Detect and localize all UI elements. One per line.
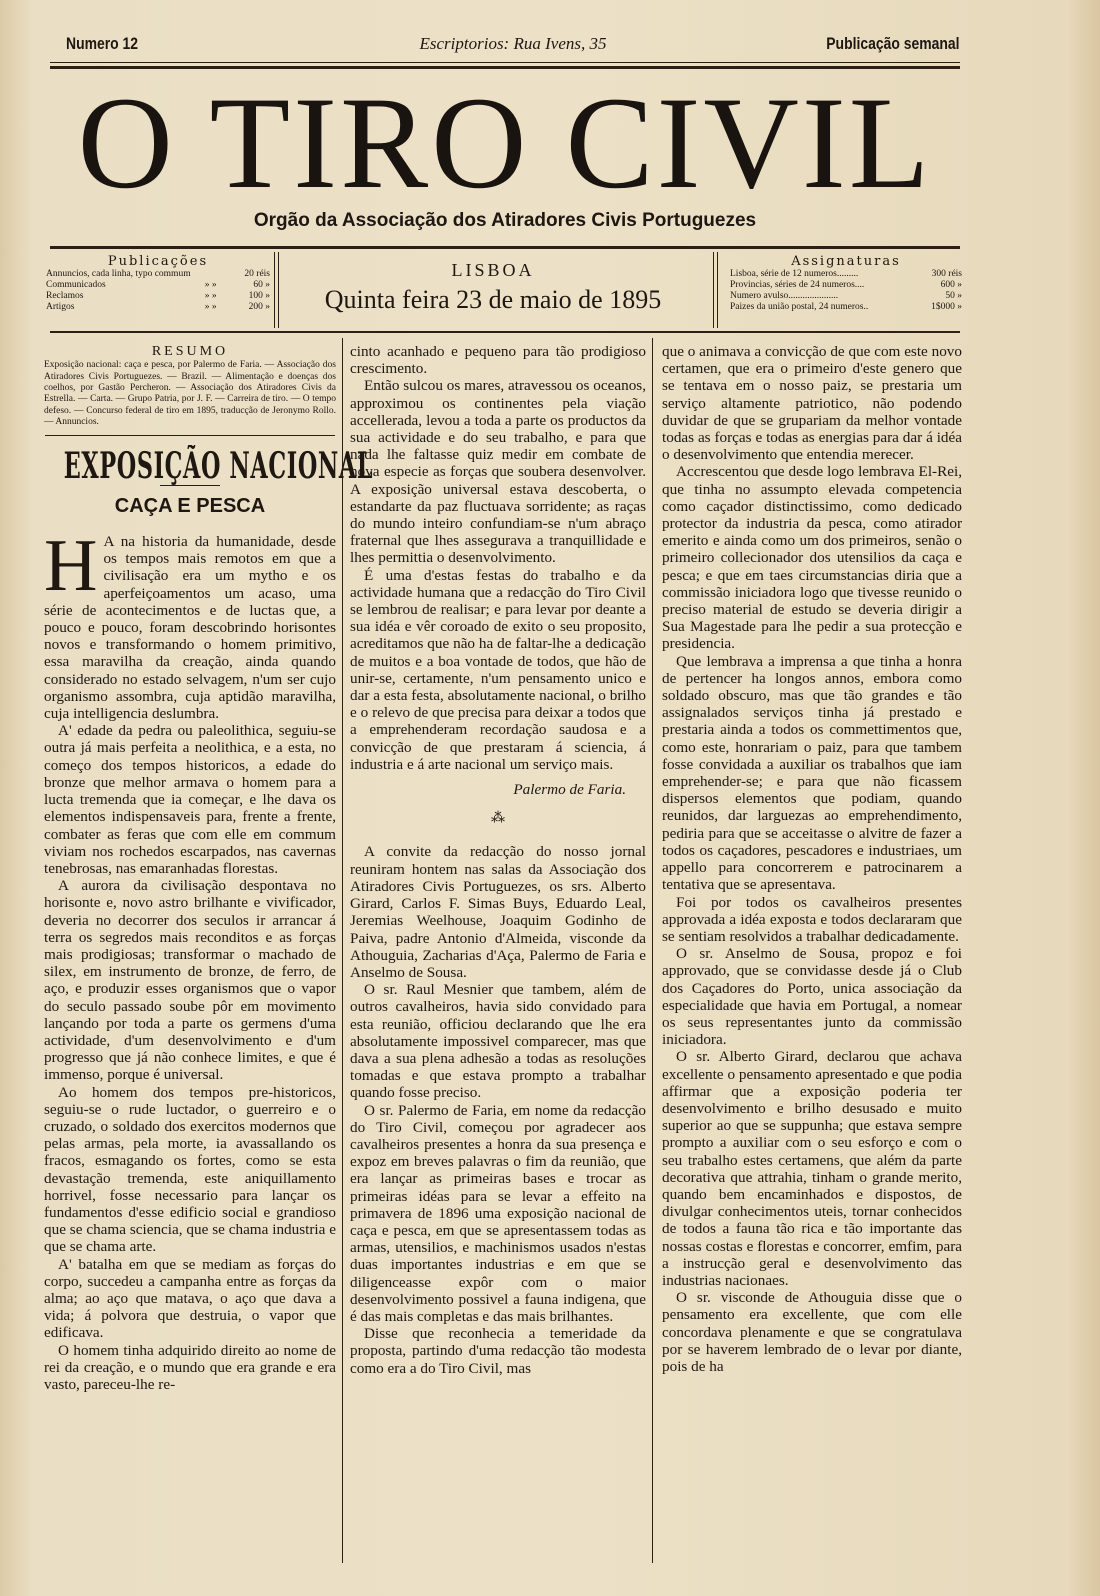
signature: Palermo de Faria. [513,781,626,799]
paragraph: Foi por todos os cavalheiros presentes approvada a idéa exposta e todos declararam que se sentiam resolvidos a trabalhar dedicadamente. [662,893,962,945]
price-cell: Numero avulso..................... [730,291,839,301]
price-cell: 1$000 » [931,302,962,312]
price-row [730,291,962,302]
paragraph: que o animava a convicção de que com este novo certamen, que era o primeiro d'este genero que se tentava em o nosso paiz, se prestaria um serviço altamente patriotico, não podendo duvidar de que se grupariam da melhor vontade todas as forças e todas as energias para dar á idéa o desenvolvimento que entendia merecer. [662,343,962,464]
paragraph: A convite da redacção do nosso jornal reuniram hontem nas salas da Associação dos Atiradores Civis Portuguezes, os srs. Alberto Girard, Carlos F. Simas Buys, Eduardo Leal, Jeremias Weelhouse, Joaquim Godinho de Paiva, padre Antonio d'Almeida, visconde da Athouguia, Zacharias d'Aça, Palermo de Faria e Anselmo de Sousa. [350,843,646,981]
column-1 [44,343,374,1393]
section-stars: ⁂ [491,811,505,827]
resumo-text: Exposição nacional: caça e pesca, por Palermo de Faria. — Associação dos Atiradores Civis Portuguezes. — Brazil. — Alimentação e doenças dos coelhos, por Gastão Percheron. — Associação dos Atiradores Civis da Estrella. — Carta. — Grupo Patria, por J. F. — Carreira de tiro. — O tempo defeso. — Concurso federal de tiro em 1895, traducção de Jeronymo Rollo. — Annuncios. [44,360,336,428]
price-row [46,302,270,313]
header-divider-right2 [717,252,718,328]
paragraph: Ao homem dos tempos pre-historicos, seguiu-se o rude luctador, o guerreiro e o cruzado, o soldado dos exercitos modernos que pelas armas, pela morte, ia avassallando os fracos, esmagando os fortes, como se esta devastação tremenda, este aniquillamento horrivel, fosse necessario para lançar os fundamentos d'esse edificio social e grandioso que se chama sciencia, que se chama industria e que se chama arte. [44,1083,336,1256]
header-box-bottom-rule [50,331,960,333]
paragraph: O sr. Palermo de Faria, em nome da redacção do Tiro Civil, começou por agradecer aos cavalheiros presentes a honra da sua presença e expoz em breves palavras o fim da reunião, que era lançar as primeiras bases e trocar as primeiras idéas para se levar a effeito na primavera de 1896 uma exposição nacional de caça e pesca, em que se apresentassem todas as armas, utensilios, e machinismos usados n'estas duas importantes industrias e em que se diligenceasse expôr com o maior desenvolvimento possivel a fauna indigena, que é das mais completas e das mais brilhantes. [350,1101,646,1325]
price-row [730,280,962,291]
article-column-1-body [44,525,336,1393]
price-row [46,280,270,291]
column-divider-2 [652,338,653,1563]
column-3 [662,343,962,1375]
assignaturas-title: Assignaturas [791,254,901,269]
price-cell: 20 réis [244,269,270,279]
paragraph: Accrescentou que desde logo lembrava El-Rei, que tinha no assumpto elevada competencia como caçador distinctissimo, como dedicado protector da industria da pesca, como atirador emerito e ainda como um dos primeiros, senão o primeiro collecionador dos utensilios da caça e pesca; e que em taes circumstancias diria que a commissão iniciadora logo que tivesse reunido o preciso material de estudo se deveria dirigir a Sua Magestade para lhe pedir a sua protecção e presidencia. [662,463,962,653]
top-line [66,34,960,56]
publicacoes-title: Publicações [107,254,209,269]
resumo-rule [45,435,335,436]
column-divider-1 [342,338,343,1563]
issue-number: Numero 12 [66,34,139,53]
paragraph: É uma d'estas festas do trabalho e da actividade humana que a redacção do Tiro Civil se lembrou de realisar; e para levar por deante a sua idéa e vêr coroado de exito o seu proposito, acreditamos que não ha de faltar-lhe a dedicação de muitos e a boa vontade de todos, que hão de unir-se, certamente, n'um pensamento unico e dar a esta festa, absolutamente nacional, o brilho e o relevo de que precisa para deixar a todos que a emprehenderam recordação saudosa e a convicção de que prestaram á sciencia, á industria e á arte nacional um serviço mais. [350,566,646,773]
price-cell: 200 » [248,302,270,312]
price-cell: » » [204,280,217,290]
price-cell: 50 » [945,291,962,301]
price-cell: Annuncios, cada linha, typo commum [46,269,191,279]
assignaturas-table [730,269,962,313]
masthead-subtitle: Orgão da Associação dos Atiradores Civis Portuguezes [253,210,757,231]
price-row [46,269,270,280]
article-title: EXPOSIÇÃO NACIONAL [63,444,374,487]
price-cell: Reclamos [46,291,84,301]
drop-cap: H [44,525,98,608]
paragraph: H A na historia da humanidade, desde os tempos mais remotos em que a civilisação era um mytho e os aperfeiçoamentos um acaso, uma série de acontecimentos e de luctas que, a pouco e pouco, foram descobrindo horisontes novos e transformando o homem primitivo, essa maravilha da creação, ainda quando considerado no estado selvagem, n'um ser cujo organismo assombra, cuja aptidão maravilha, cuja intelligencia deslumbra. [44,525,336,723]
dateline-date: Quinta feira 23 de maio de 1895 [324,285,662,314]
paragraph: O sr. visconde de Athouguia disse que o pensamento era excellente, que com elle concordava plenamente e que se congratulava por se haverem lembrado de o levar por diante, pois de ha [662,1289,962,1375]
price-cell: » » [204,302,217,312]
price-cell: 600 » [940,280,962,290]
top-rule [50,62,960,63]
office-address: Escriptorios: Rua Ivens, 35 [419,34,607,53]
paragraph: cinto acanhado e pequeno para tão prodigioso crescimento. [350,343,646,378]
header-box-top-rule [50,246,960,249]
paragraph: A' batalha em que se mediam as forças do corpo, succedeu a campanha entre as forças da alma; ao aço que matava, o aço que dava a vida; á polvora que destruia, o vapor que edificava. [44,1255,336,1342]
paragraph: O homem tinha adquirido direito ao nome de rei da creação, e o mundo que era grande e era vasto, pareceu-lhe re- [44,1341,336,1393]
masthead-title: O TIRO CIVIL [77,69,933,216]
price-row [730,302,962,313]
paragraph: Então sulcou os mares, atravessou os oceanos, approximou os continentes pela viação accellerada, levou a toda a parte os productos da sua actividade e do seu trabalho, e para que nada lhe faltasse quiz medir em combate de nova especie as forças que soubera desenvolver. A exposição universal estava descoberta, o estandarte da paz fluctuava sorridente; as raças do mundo inteiro confundiam-se n'um abraço fraternal que lhes assegurava a tranquillidade e lhes permittia o desenvolvimento. [350,377,646,567]
publicacoes-box [46,254,270,326]
paragraph: O sr. Alberto Girard, declarou que achava excellente o pensamento apresentado e que podia affirmar que a exposição poderia ter desenvolvimento e brilho desusado e muito superior ao que se suppunha; que estava sempre prompto a auxiliar com o seu esforço e com o seu trabalho estes certamens, que além da parte decorativa que attrahia, tinham o grande merito, quando bem encaminhados e dispostos, de divulgar conhecimentos uteis, tornar conhecidos de todos a fauna tão rica e tão importante das nossas costas e florestas e concorrer, emfim, para a instrucção geral e desenvolvimento das industrias nacionaes. [662,1048,962,1289]
price-cell: Artigos [46,302,75,312]
assignaturas-box [730,254,962,326]
resumo-title: RESUMO [151,344,229,359]
header-divider-left [274,252,275,328]
price-cell: Lisboa, série de 12 numeros......... [730,269,859,279]
price-cell: » » [204,291,217,301]
paragraph: Disse que reconhecia a temeridade da proposta, partindo d'uma redacção tão modesta como era a do Tiro Civil, mas [350,1325,646,1377]
article-subtitle: CAÇA E PESCA [114,494,266,517]
price-cell: Paizes da união postal, 24 numeros.. [730,302,869,312]
header-divider-right [713,252,714,328]
price-cell: 300 réis [931,269,962,279]
paragraph: O sr. Anselmo de Sousa, propoz e foi approvado, que se convidasse desde já o Club dos Caçadores do Porto, unica associação da especialidade que havia em Portugal, a nomear os seus representantes junto da commissão iniciadora. [662,945,962,1049]
paragraph: Que lembrava a imprensa a que tinha a honra de pertencer ha longos annos, embora como soldado obscuro, mas que tão grandes e tão assignalados serviços tinha já prestado e prestaria ainda a todos os commettimentos que, como este, honrariam o paiz, para que tambem fosse convidada a auxiliar os trabalhos que iam emprehender-se; e para que não ficassem dispersos elementos que podiam, quando reunidos, dar larguezas ao emprehendimento, pediria para que se acceitasse o alvitre de fazer a todos os caçadores, pescadores e industriaes, um appello para concorrerem e patrocinarem a tentativa que se apresentava. [662,652,962,894]
dateline [278,260,708,315]
publication-frequency: Publicação semanal [826,34,960,53]
paragraph: A aurora da civilisação despontava no horisonte e, novo astro brilhante e vivificador, deveria no decorrer dos seculos ir arrancar á terra os segredos mais reconditos e as forças mais prodigiosas; transformar o machado de silex, em instrumento de bronze, de ferro, de aço, e produzir esses organismos que o vapor do seculo passado soube pôr em movimento lançando por toda a parte os germens d'uma actividade, d'um desenvolvimento e d'um progresso que já não conhece limites, e que é immenso, porque é universal. [44,877,336,1084]
price-cell: Communicados [46,280,106,290]
price-cell: 100 » [248,291,270,301]
price-cell: Provincias, séries de 24 numeros.... [730,280,865,290]
price-row [730,269,962,280]
paragraph: O sr. Raul Mesnier que tambem, além de outros cavalheiros, havia sido convidado para esta reunião, officiou declarando que lhe era absolutamente impossivel comparecer, mas que dava a sua plena adhesão a todas as resoluções tomadas e que estava prompto a trabalhar quando fosse preciso. [350,981,646,1102]
price-cell: 60 » [253,280,270,290]
publicacoes-table [46,269,270,313]
price-row [46,291,270,302]
paragraph: A' edade da pedra ou paleolithica, seguiu-se outra já mais perfeita a neolithica, e a esta, no começo dos tempos historicos, a edade do bronze que melhor armava o homem para a lucta tremenda que ia começar, e lhe dava os elementos indispensaveis para, frente a frente, combater as feras que com elle em commum viviam nos rochedos escarpados, nas cavernas tenebrosas, nas emaranhadas florestas. [44,722,336,877]
dateline-city: LISBOA [451,260,535,280]
column-2 [350,343,646,1377]
